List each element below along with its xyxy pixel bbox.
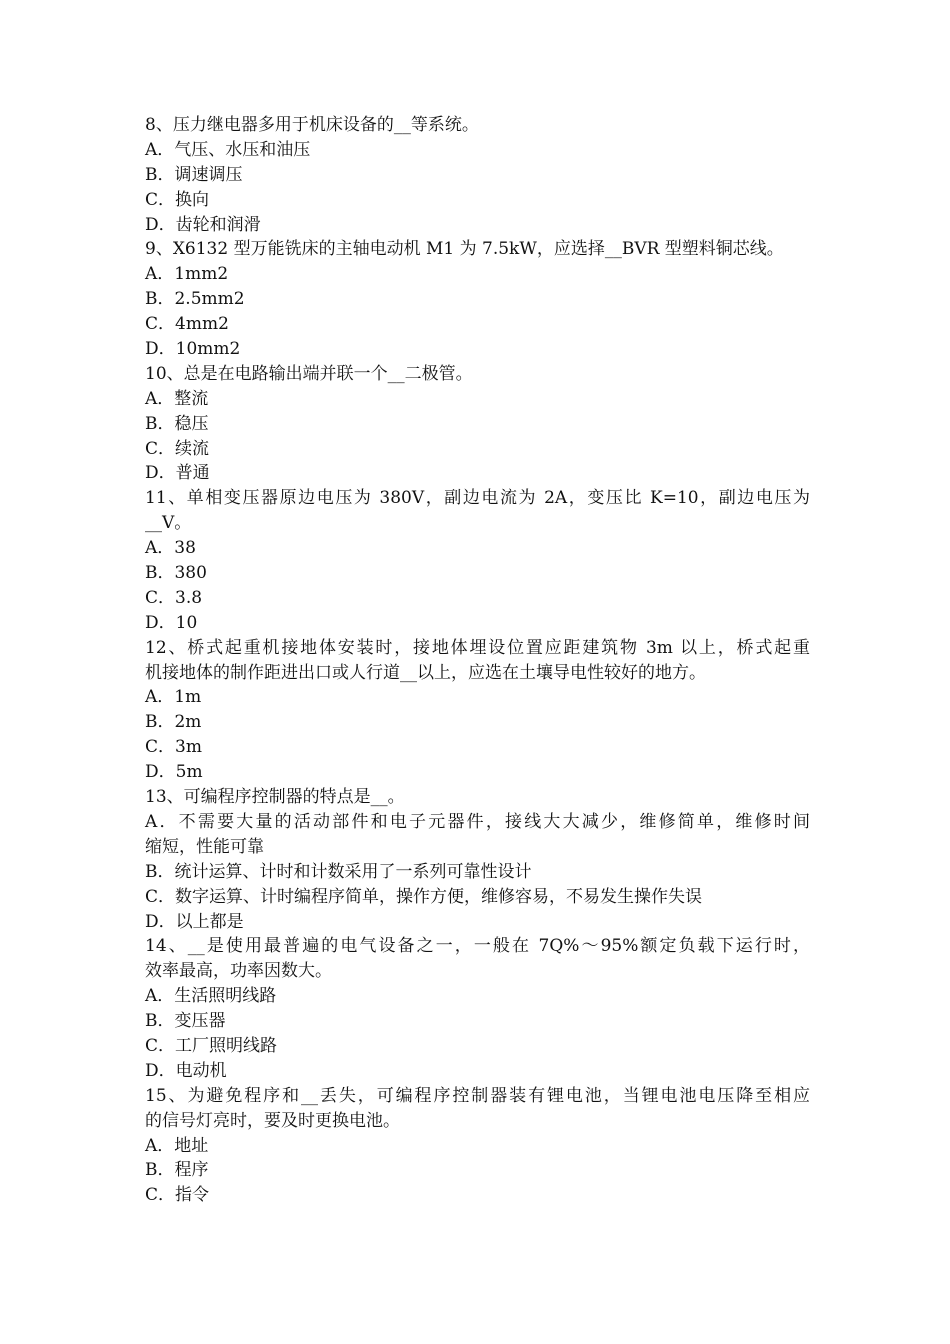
option-13d: D．以上都是 [145,911,244,932]
question-11-line-2: __V。 [145,513,192,534]
question-10: 10、总是在电路输出端并联一个__二极管。 [145,363,473,384]
option-13a-line-1: A．不需要大量的活动部件和电子元器件，接线大大减少，维修简单，维修时间 [145,811,810,832]
option-9c: C．4mm2 [145,314,229,335]
option-10a: A．整流 [145,388,209,409]
question-8: 8、压力继电器多用于机床设备的__等系统。 [145,115,479,135]
option-8c: C．换向 [145,189,210,210]
question-14-line-2: 效率最高，功率因数大。 [145,961,332,982]
question-12-line-1: 12、桥式起重机接地体安装时，接地体埋设位置应距建筑物 3m 以上，桥式起重 [145,637,810,658]
option-14b: B．变压器 [145,1011,226,1032]
option-10d: D．普通 [145,463,210,484]
option-14d: D．电动机 [145,1060,227,1081]
option-8a: A．气压、水压和油压 [145,139,311,160]
option-9a: A．1mm2 [145,264,229,285]
option-13a-line-2: 缩短，性能可靠 [145,836,264,857]
option-14c: C．工厂照明线路 [145,1035,278,1056]
option-9b: B．2.5mm2 [145,289,245,310]
option-9d: D．10mm2 [145,339,241,360]
option-11d: D．10 [145,612,198,633]
question-12-line-2: 机接地体的制作距进出口或人行道__以上，应选在土壤导电性较好的地方。 [145,662,706,683]
option-13b: B．统计运算、计时和计数采用了一系列可靠性设计 [145,861,532,882]
option-10c: C．续流 [145,438,210,459]
option-11b: B．380 [145,563,207,584]
question-11-line-1: 11、单相变压器原边电压为 380V，副边电流为 2A，变压比 K=10，副边电压为 [145,488,810,509]
option-8d: D．齿轮和润滑 [145,214,261,235]
option-12d: D．5m [145,762,203,783]
option-15b: B．程序 [145,1160,209,1181]
option-15c: C．指令 [145,1185,210,1206]
option-11c: C．3.8 [145,587,203,608]
question-9: 9、X6132 型万能铣床的主轴电动机 M1 为 7.5kW，应选择__BVR 型塑料铜芯线。 [145,239,784,260]
option-11a: A．38 [145,538,196,559]
question-13: 13、可编程序控制器的特点是__。 [145,787,405,808]
document-page [145,113,810,1208]
option-10b: B．稳压 [145,413,209,434]
option-12b: B．2m [145,712,202,733]
question-15-line-2: 的信号灯亮时，要及时更换电池。 [145,1110,400,1131]
question-14-line-1: 14、__是使用最普遍的电气设备之一，一般在 7Q%～95%额定负载下运行时， [145,936,810,957]
option-15a: A．地址 [145,1135,209,1156]
option-13c: C．数字运算、计时编程序简单，操作方便，维修容易，不易发生操作失误 [145,886,703,907]
option-12c: C．3m [145,737,202,758]
question-15-line-1: 15、为避免程序和__丢失，可编程序控制器装有锂电池，当锂电池电压降至相应 [145,1085,810,1106]
option-14a: A．生活照明线路 [145,986,277,1007]
option-8b: B．调速调压 [145,164,243,185]
option-12a: A．1m [145,687,202,708]
